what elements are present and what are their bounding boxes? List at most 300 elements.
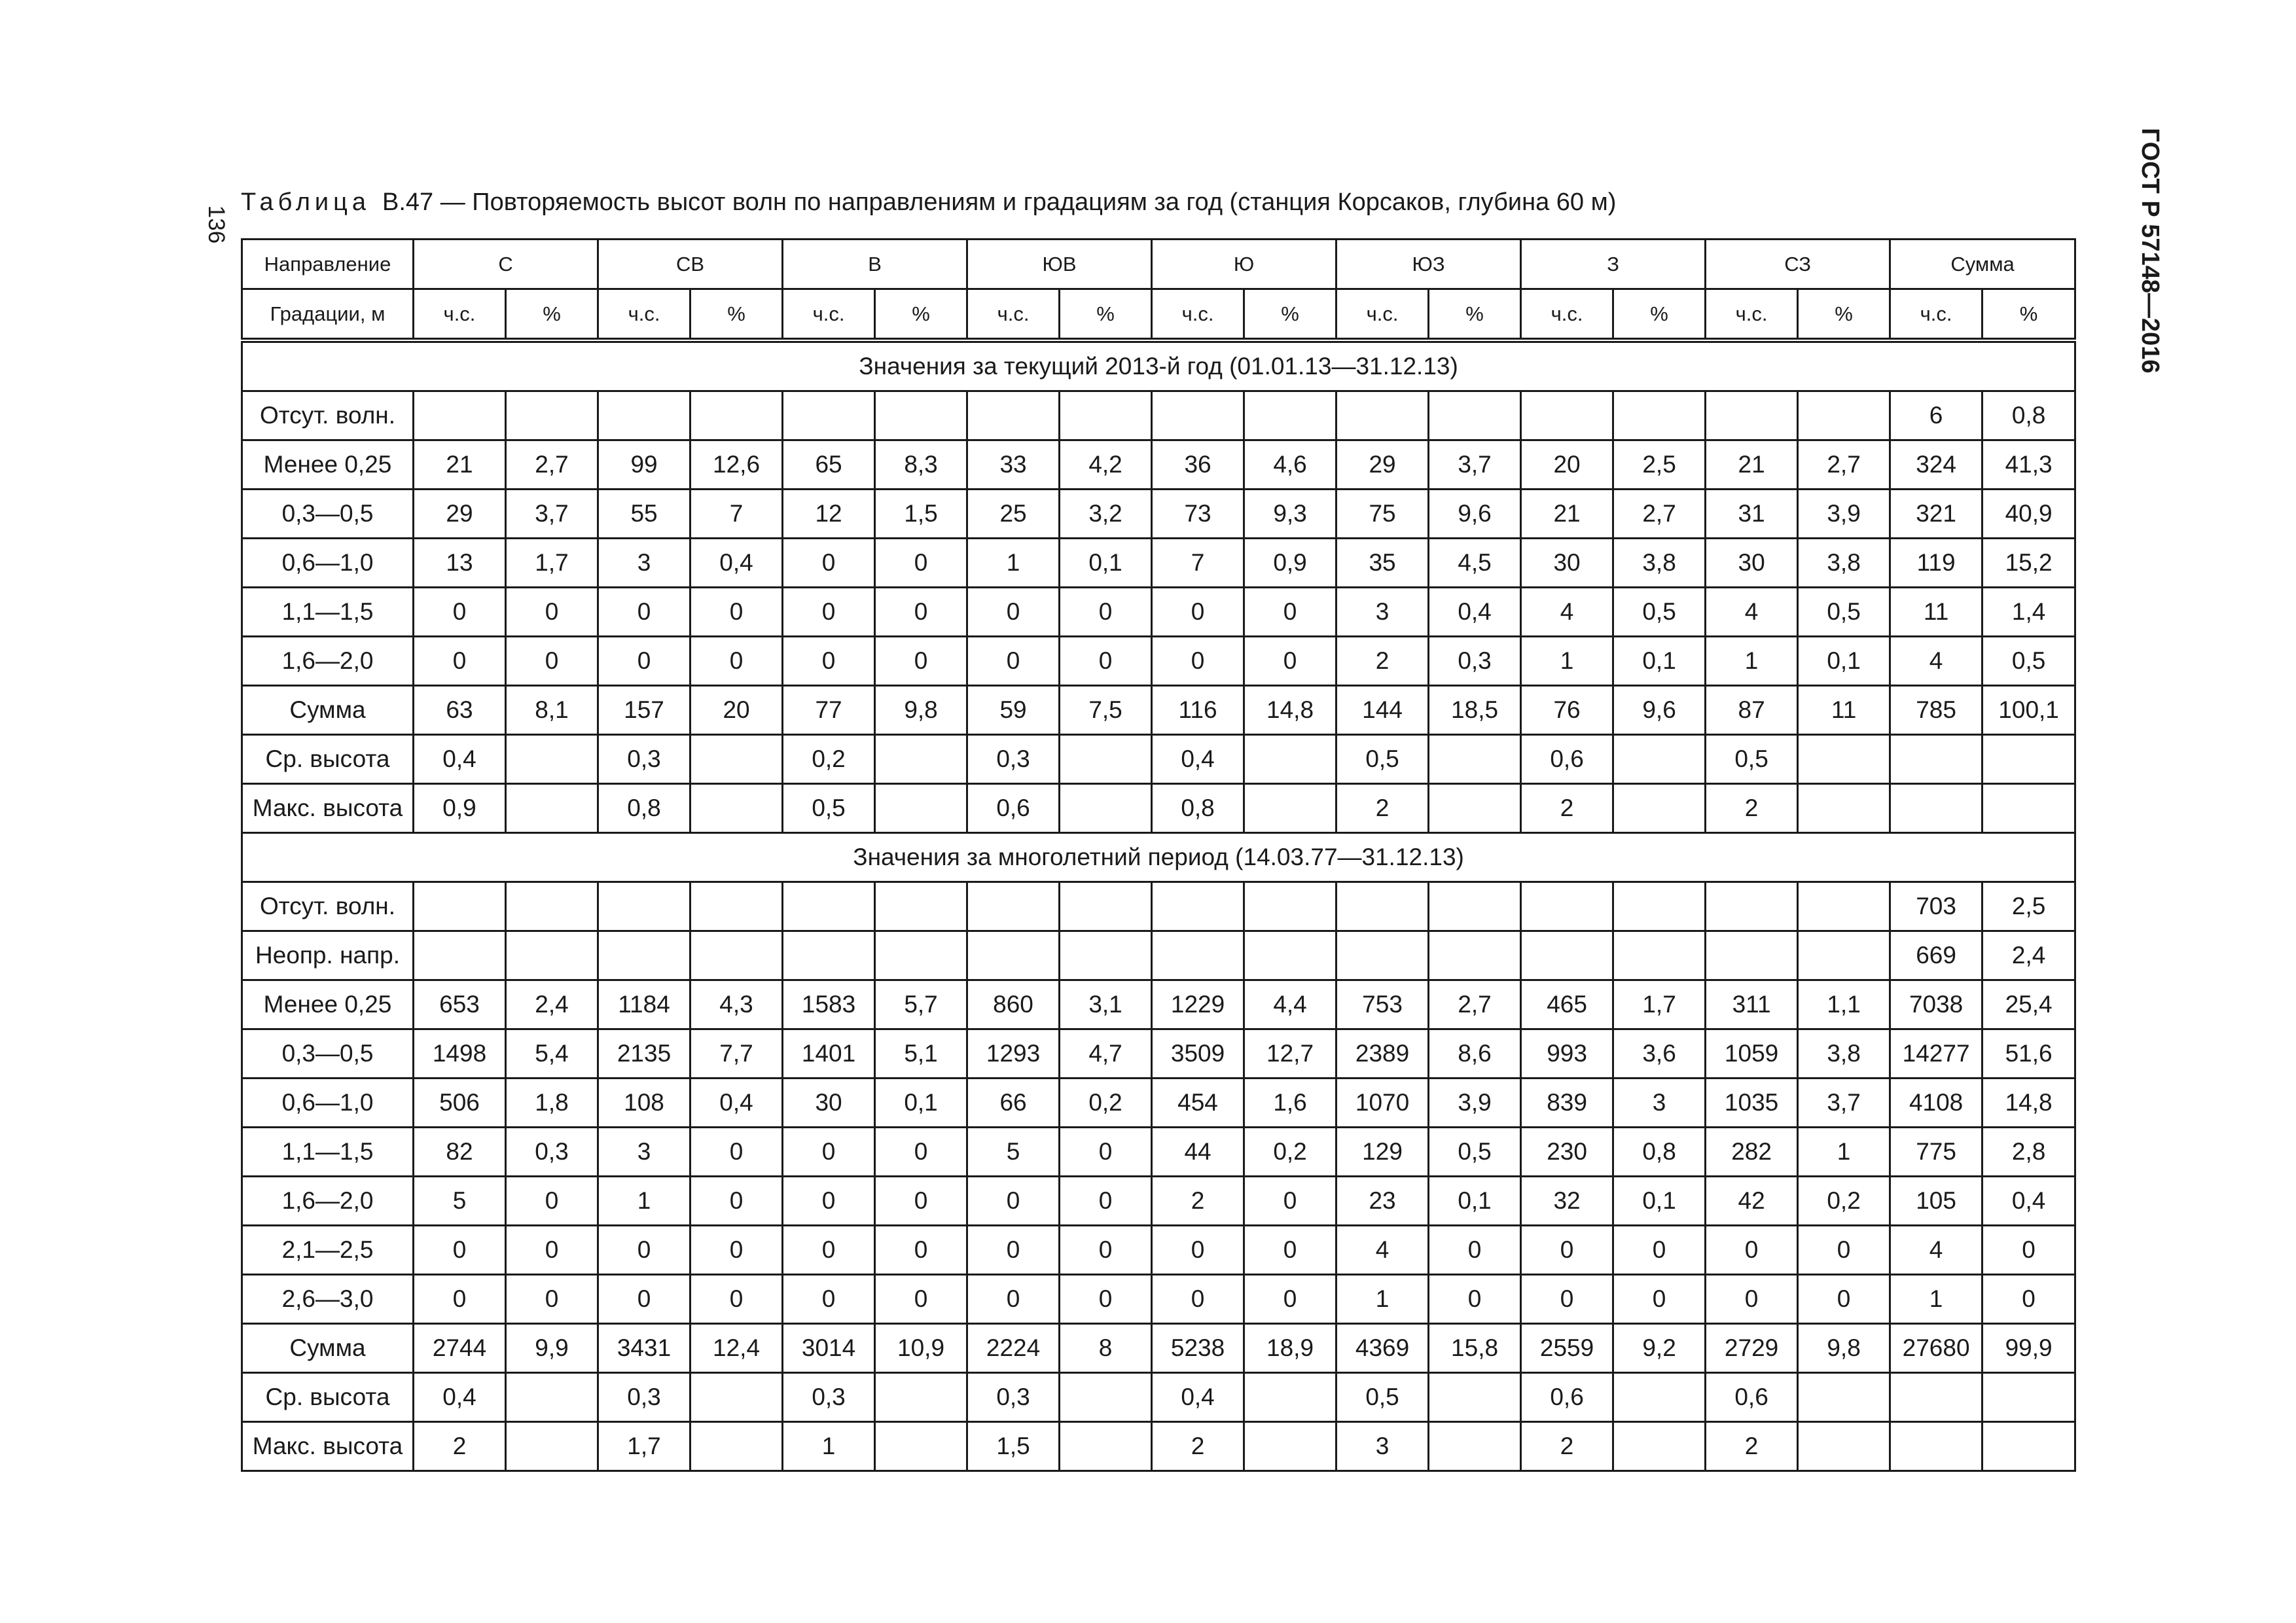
table-cell: 0	[506, 1226, 598, 1275]
header-row-directions	[242, 240, 2075, 289]
table-cell	[506, 931, 598, 980]
table-cell: 11	[1798, 686, 1890, 735]
table-cell: 5	[967, 1128, 1060, 1177]
table-cell: 4	[1336, 1226, 1429, 1275]
table-cell: 2,5	[1613, 440, 1706, 490]
table-cell: 7,7	[691, 1029, 783, 1079]
row-label: 0,6—1,0	[242, 1079, 414, 1128]
table-cell	[598, 931, 691, 980]
row-label: Ср. высота	[242, 735, 414, 784]
table-cell: 0	[1429, 1275, 1521, 1324]
table-cell	[1706, 931, 1798, 980]
table-cell: 2	[1521, 784, 1613, 833]
table-cell: 282	[1706, 1128, 1798, 1177]
table-cell: 2,5	[1982, 882, 2075, 931]
table-cell: 0,6	[967, 784, 1060, 833]
table-cell	[1060, 735, 1152, 784]
header-direction: СЗ	[1706, 240, 1890, 289]
table-cell: 9,2	[1613, 1324, 1706, 1373]
table-cell: 5	[414, 1177, 506, 1226]
table-cell	[1982, 735, 2075, 784]
table-cell	[1521, 931, 1613, 980]
table-cell: 2,8	[1982, 1128, 2075, 1177]
table-cell: 0	[1060, 1226, 1152, 1275]
table-cell: 1498	[414, 1029, 506, 1079]
table-cell: 14,8	[1982, 1079, 2075, 1128]
table-cell: 1,8	[506, 1079, 598, 1128]
table-row	[242, 1029, 2075, 1079]
table-cell: 2	[1336, 637, 1429, 686]
table-cell: 0	[1060, 588, 1152, 637]
table-cell	[506, 735, 598, 784]
table-cell: 0	[783, 637, 875, 686]
table-cell: 41,3	[1982, 440, 2075, 490]
table-cell: 0,5	[1798, 588, 1890, 637]
table-cell: 1,5	[875, 490, 967, 539]
table-cell: 0	[1613, 1275, 1706, 1324]
table-cell: 2744	[414, 1324, 506, 1373]
table-row	[242, 588, 2075, 637]
header-count: ч.с.	[1336, 289, 1429, 341]
table-cell	[506, 391, 598, 440]
table-cell: 0,4	[691, 1079, 783, 1128]
table-row	[242, 735, 2075, 784]
table-cell: 0,4	[414, 735, 506, 784]
table-cell: 2	[414, 1422, 506, 1471]
table-cell	[1336, 931, 1429, 980]
table-cell: 18,5	[1429, 686, 1521, 735]
table-row	[242, 1422, 2075, 1471]
table-cell: 3,7	[1798, 1079, 1890, 1128]
table-cell: 0	[967, 1226, 1060, 1275]
table-cell: 0	[1982, 1226, 2075, 1275]
table-cell: 0,8	[598, 784, 691, 833]
table-cell	[1521, 882, 1613, 931]
table-cell: 0	[875, 1226, 967, 1275]
table-cell: 5238	[1152, 1324, 1244, 1373]
table-cell: 0,3	[506, 1128, 598, 1177]
table-cell	[1890, 735, 1982, 784]
table-cell: 82	[414, 1128, 506, 1177]
table-cell: 8,6	[1429, 1029, 1521, 1079]
table-cell: 0	[1152, 637, 1244, 686]
table-cell: 465	[1521, 980, 1613, 1029]
header-count: ч.с.	[1521, 289, 1613, 341]
table-cell: 0	[691, 1177, 783, 1226]
table-cell: 1,7	[1613, 980, 1706, 1029]
table-cell: 669	[1890, 931, 1982, 980]
table-cell: 144	[1336, 686, 1429, 735]
table-cell: 8	[1060, 1324, 1152, 1373]
table-cell: 1583	[783, 980, 875, 1029]
header-percent: %	[1060, 289, 1152, 341]
table-cell: 9,9	[506, 1324, 598, 1373]
table-cell	[1982, 1422, 2075, 1471]
table-cell: 3	[1613, 1079, 1706, 1128]
table-cell: 1	[1706, 637, 1798, 686]
table-cell: 1	[783, 1422, 875, 1471]
table-cell: 0	[967, 588, 1060, 637]
table-cell: 0	[1798, 1226, 1890, 1275]
table-cell	[1798, 735, 1890, 784]
header-count: ч.с.	[414, 289, 506, 341]
table-cell: 0,3	[598, 1373, 691, 1422]
table-row	[242, 1373, 2075, 1422]
table-cell: 0,4	[414, 1373, 506, 1422]
table-cell: 0,4	[1152, 1373, 1244, 1422]
table-cell: 775	[1890, 1128, 1982, 1177]
table-cell: 1293	[967, 1029, 1060, 1079]
table-cell	[1060, 931, 1152, 980]
table-cell: 12,6	[691, 440, 783, 490]
table-cell: 0,9	[1244, 539, 1336, 588]
table-cell: 0	[414, 1275, 506, 1324]
header-direction-label: Направление	[242, 240, 414, 289]
header-percent: %	[1613, 289, 1706, 341]
table-cell: 4108	[1890, 1079, 1982, 1128]
table-cell	[414, 391, 506, 440]
table-cell: 1229	[1152, 980, 1244, 1029]
header-percent: %	[1982, 289, 2075, 341]
table-cell: 0,5	[783, 784, 875, 833]
table-cell: 31	[1706, 490, 1798, 539]
table-cell: 5,1	[875, 1029, 967, 1079]
table-cell: 1,7	[598, 1422, 691, 1471]
table-cell: 33	[967, 440, 1060, 490]
table-cell: 3,6	[1613, 1029, 1706, 1079]
table-cell	[1429, 1373, 1521, 1422]
header-direction: ЮЗ	[1336, 240, 1521, 289]
table-cell: 0	[506, 588, 598, 637]
table-cell: 9,8	[875, 686, 967, 735]
table-cell: 0,1	[1613, 1177, 1706, 1226]
table-cell: 18,9	[1244, 1324, 1336, 1373]
table-cell	[1152, 391, 1244, 440]
header-gradation-label: Градации, м	[242, 289, 414, 341]
table-cell: 1070	[1336, 1079, 1429, 1128]
table-cell	[414, 931, 506, 980]
row-label: 1,1—1,5	[242, 1128, 414, 1177]
table-cell: 30	[783, 1079, 875, 1128]
table-cell	[1429, 931, 1521, 980]
header-direction: Сумма	[1890, 240, 2075, 289]
document-code: ГОСТ Р 57148—2016	[2136, 128, 2164, 374]
table-cell: 55	[598, 490, 691, 539]
table-cell: 30	[1521, 539, 1613, 588]
table-cell: 0	[414, 1226, 506, 1275]
table-cell: 0	[506, 1177, 598, 1226]
table-cell: 2	[1706, 1422, 1798, 1471]
table-cell	[875, 735, 967, 784]
table-cell	[1244, 882, 1336, 931]
table-cell	[414, 882, 506, 931]
table-cell: 0,3	[967, 735, 1060, 784]
table-cell	[1244, 735, 1336, 784]
table-row	[242, 1226, 2075, 1275]
table-cell: 1,5	[967, 1422, 1060, 1471]
table-cell: 21	[1706, 440, 1798, 490]
table-cell: 4369	[1336, 1324, 1429, 1373]
table-cell: 0,4	[691, 539, 783, 588]
table-cell: 3	[1336, 1422, 1429, 1471]
table-cell: 0	[691, 1128, 783, 1177]
table-cell	[691, 1422, 783, 1471]
table-cell: 4,6	[1244, 440, 1336, 490]
table-cell	[967, 391, 1060, 440]
table-cell: 0	[1521, 1226, 1613, 1275]
table-cell: 99,9	[1982, 1324, 2075, 1373]
row-label: Неопр. напр.	[242, 931, 414, 980]
header-direction: З	[1521, 240, 1706, 289]
table-cell	[1244, 931, 1336, 980]
table-cell	[1060, 1373, 1152, 1422]
header-direction: В	[783, 240, 967, 289]
table-cell: 9,6	[1429, 490, 1521, 539]
table-cell: 0,2	[1244, 1128, 1336, 1177]
table-cell: 1,6	[1244, 1079, 1336, 1128]
table-cell	[1429, 1422, 1521, 1471]
table-cell	[506, 784, 598, 833]
table-cell	[1982, 1373, 2075, 1422]
table-cell	[691, 931, 783, 980]
table-cell	[1798, 1422, 1890, 1471]
table-cell: 3,7	[1429, 440, 1521, 490]
table-cell: 0,2	[1798, 1177, 1890, 1226]
table-cell: 0	[691, 588, 783, 637]
row-label: 1,6—2,0	[242, 637, 414, 686]
table-cell: 2,7	[1798, 440, 1890, 490]
page-number: 136	[204, 205, 229, 244]
table-cell	[691, 391, 783, 440]
table-cell	[1060, 784, 1152, 833]
table-cell: 12,7	[1244, 1029, 1336, 1079]
table-cell: 0,8	[1613, 1128, 1706, 1177]
table-cell: 76	[1521, 686, 1613, 735]
table-cell: 0	[1060, 1128, 1152, 1177]
table-cell: 1,7	[506, 539, 598, 588]
table-cell: 0	[1982, 1275, 2075, 1324]
table-cell: 108	[598, 1079, 691, 1128]
table-cell: 0,1	[1798, 637, 1890, 686]
table-cell: 0	[783, 1275, 875, 1324]
table-cell: 2,7	[506, 440, 598, 490]
table-cell: 0,3	[967, 1373, 1060, 1422]
table-cell: 1035	[1706, 1079, 1798, 1128]
table-cell: 0,1	[1429, 1177, 1521, 1226]
table-cell: 129	[1336, 1128, 1429, 1177]
table-cell: 311	[1706, 980, 1798, 1029]
header-count: ч.с.	[783, 289, 875, 341]
table-row	[242, 1079, 2075, 1128]
table-row	[242, 980, 2075, 1029]
table-cell: 44	[1152, 1128, 1244, 1177]
table-row	[242, 1177, 2075, 1226]
table-cell: 3	[598, 539, 691, 588]
table-cell: 9,6	[1613, 686, 1706, 735]
table-row	[242, 882, 2075, 931]
table-cell: 1	[1521, 637, 1613, 686]
table-cell	[1798, 784, 1890, 833]
table-cell	[691, 784, 783, 833]
table-cell: 15,8	[1429, 1324, 1521, 1373]
table-cell: 2135	[598, 1029, 691, 1079]
table-cell: 0	[598, 1275, 691, 1324]
table-cell: 0	[1613, 1226, 1706, 1275]
table-cell: 29	[1336, 440, 1429, 490]
caption-label: Таблица	[241, 188, 370, 216]
table-cell	[1890, 1422, 1982, 1471]
table-cell: 1	[1890, 1275, 1982, 1324]
table-cell	[967, 882, 1060, 931]
table-cell: 105	[1890, 1177, 1982, 1226]
table-row	[242, 539, 2075, 588]
table-cell: 0	[783, 1226, 875, 1275]
table-cell: 4,7	[1060, 1029, 1152, 1079]
table-cell: 2	[1152, 1177, 1244, 1226]
table-cell	[1798, 931, 1890, 980]
table-cell: 3,1	[1060, 980, 1152, 1029]
table-cell	[598, 391, 691, 440]
table-cell: 0	[1521, 1275, 1613, 1324]
table-cell: 35	[1336, 539, 1429, 588]
table-cell: 25,4	[1982, 980, 2075, 1029]
table-cell: 839	[1521, 1079, 1613, 1128]
table-cell: 30	[1706, 539, 1798, 588]
table-cell: 15,2	[1982, 539, 2075, 588]
table-cell: 454	[1152, 1079, 1244, 1128]
table-cell: 0	[1706, 1275, 1798, 1324]
table-cell: 0	[1706, 1226, 1798, 1275]
table-cell	[875, 784, 967, 833]
header-percent: %	[691, 289, 783, 341]
table-cell: 0,8	[1982, 391, 2075, 440]
table-cell: 0	[783, 1128, 875, 1177]
table-cell: 2224	[967, 1324, 1060, 1373]
table-cell: 7038	[1890, 980, 1982, 1029]
header-row-units	[242, 289, 2075, 341]
table-cell: 0,4	[1429, 588, 1521, 637]
table-cell: 0,5	[1706, 735, 1798, 784]
table-cell: 51,6	[1982, 1029, 2075, 1079]
section-title-row	[242, 833, 2075, 882]
header-percent: %	[1429, 289, 1521, 341]
table-row	[242, 490, 2075, 539]
table-cell	[1429, 784, 1521, 833]
table-cell: 2,4	[506, 980, 598, 1029]
table-cell	[875, 882, 967, 931]
table-cell: 4	[1521, 588, 1613, 637]
table-cell: 7	[691, 490, 783, 539]
table-cell	[1613, 931, 1706, 980]
table-cell: 2729	[1706, 1324, 1798, 1373]
table-cell: 13	[414, 539, 506, 588]
table-cell: 3,9	[1798, 490, 1890, 539]
table-cell: 23	[1336, 1177, 1429, 1226]
table-cell	[691, 735, 783, 784]
table-cell: 87	[1706, 686, 1798, 735]
table-row	[242, 440, 2075, 490]
table-cell: 2	[1152, 1422, 1244, 1471]
table-cell	[506, 1422, 598, 1471]
table-cell: 4,5	[1429, 539, 1521, 588]
table-cell: 3	[1336, 588, 1429, 637]
table-cell: 0,8	[1152, 784, 1244, 833]
table-cell: 0	[783, 539, 875, 588]
table-cell: 0	[967, 637, 1060, 686]
row-label: 2,6—3,0	[242, 1275, 414, 1324]
table-cell: 0,1	[1613, 637, 1706, 686]
table-cell: 3,7	[506, 490, 598, 539]
table-cell	[598, 882, 691, 931]
section-title: Значения за многолетний период (14.03.77—31.12.13)	[242, 833, 2075, 882]
table-cell	[1152, 882, 1244, 931]
table-cell: 0,4	[1982, 1177, 2075, 1226]
header-percent: %	[1798, 289, 1890, 341]
table-cell: 14277	[1890, 1029, 1982, 1079]
table-cell: 1	[1336, 1275, 1429, 1324]
table-cell: 0	[414, 637, 506, 686]
table-cell: 29	[414, 490, 506, 539]
table-cell: 3509	[1152, 1029, 1244, 1079]
table-cell: 2,7	[1613, 490, 1706, 539]
table-cell	[1060, 391, 1152, 440]
table-cell: 653	[414, 980, 506, 1029]
row-label: 0,6—1,0	[242, 539, 414, 588]
table-cell	[506, 882, 598, 931]
table-cell	[691, 882, 783, 931]
table-cell: 42	[1706, 1177, 1798, 1226]
table-cell: 4,4	[1244, 980, 1336, 1029]
table-cell: 0	[691, 1275, 783, 1324]
table-cell: 0,6	[1521, 1373, 1613, 1422]
table-cell: 2389	[1336, 1029, 1429, 1079]
table-cell: 993	[1521, 1029, 1613, 1079]
table-cell: 0	[1244, 1275, 1336, 1324]
header-count: ч.с.	[598, 289, 691, 341]
table-cell: 99	[598, 440, 691, 490]
table-cell	[1429, 391, 1521, 440]
table-cell: 0,2	[1060, 1079, 1152, 1128]
row-label: 2,1—2,5	[242, 1226, 414, 1275]
table-cell: 0	[506, 637, 598, 686]
table-cell: 0,5	[1336, 1373, 1429, 1422]
table-cell: 32	[1521, 1177, 1613, 1226]
table-cell: 0	[1798, 1275, 1890, 1324]
table-cell	[1613, 391, 1706, 440]
table-cell: 0	[598, 588, 691, 637]
row-label: Макс. высота	[242, 1422, 414, 1471]
table-cell: 4	[1890, 1226, 1982, 1275]
table-cell	[1613, 1373, 1706, 1422]
table-cell: 0,6	[1521, 735, 1613, 784]
table-cell: 3,8	[1798, 539, 1890, 588]
table-cell: 3,9	[1429, 1079, 1521, 1128]
table-cell: 25	[967, 490, 1060, 539]
table-cell: 1401	[783, 1029, 875, 1079]
table-cell	[1244, 1373, 1336, 1422]
table-cell: 157	[598, 686, 691, 735]
table-cell: 3,2	[1060, 490, 1152, 539]
table-cell	[1060, 1422, 1152, 1471]
table-cell: 3,8	[1798, 1029, 1890, 1079]
table-cell	[1060, 882, 1152, 931]
table-cell: 0	[875, 1275, 967, 1324]
table-cell: 0	[1152, 1275, 1244, 1324]
table-cell: 3	[598, 1128, 691, 1177]
table-cell	[1706, 882, 1798, 931]
table-cell: 10,9	[875, 1324, 967, 1373]
table-cell: 1	[598, 1177, 691, 1226]
